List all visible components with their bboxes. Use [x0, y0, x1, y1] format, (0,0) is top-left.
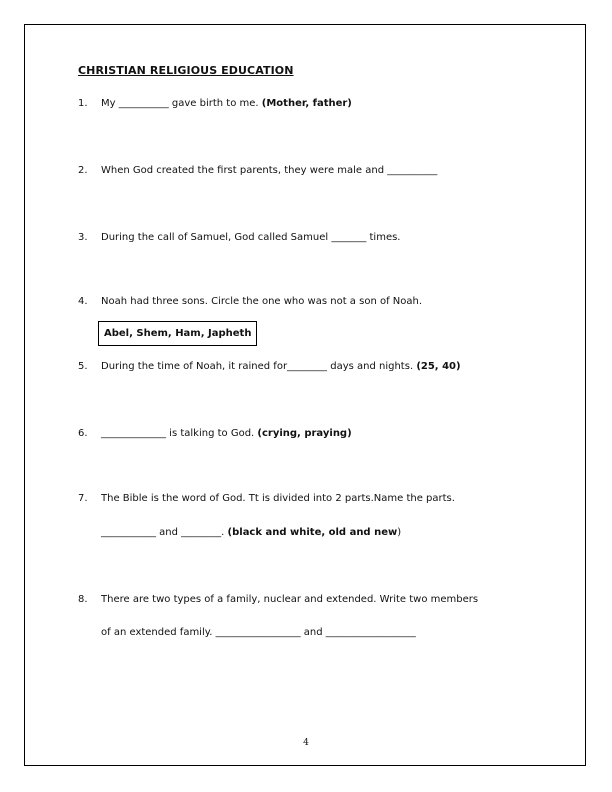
question-text: _____________ is talking to God. (crying, praying): [101, 428, 352, 439]
question-text: of an extended family. _________________ and __________________: [101, 627, 416, 638]
question-number: 8.: [78, 594, 88, 605]
question-number: 5.: [78, 361, 88, 372]
question-text: During the time of Noah, it rained for________ days and nights. (25, 40): [101, 361, 461, 372]
answer-options: (Mother, father): [261, 98, 352, 109]
page-number: 4: [303, 738, 309, 748]
question-text: When God created the first parents, they were male and __________: [101, 165, 438, 176]
question-text: ___________ and ________. (black and white, old and new): [101, 527, 402, 538]
question-text: During the call of Samuel, God called Samuel _______ times.: [101, 232, 401, 243]
answer-options: (25, 40): [416, 361, 461, 372]
answer-options: (black and white, old and new: [227, 527, 398, 538]
page-title: CHRISTIAN RELIGIOUS EDUCATION: [78, 64, 294, 77]
q4-options-box: Abel, Shem, Ham, Japheth: [98, 321, 257, 346]
question-text: My __________ gave birth to me. (Mother, father): [101, 98, 352, 109]
question-text: The Bible is the word of God. Tt is divided into 2 parts.Name the parts.: [101, 493, 455, 504]
question-number: 6.: [78, 428, 88, 439]
question-number: 7.: [78, 493, 88, 504]
question-number: 1.: [78, 98, 88, 109]
answer-options: (crying, praying): [257, 428, 352, 439]
question-number: 3.: [78, 232, 88, 243]
question-text: Noah had three sons. Circle the one who was not a son of Noah.: [101, 296, 423, 307]
page-border: [24, 24, 586, 766]
question-number: 4.: [78, 296, 88, 307]
question-number: 2.: [78, 165, 88, 176]
question-text: There are two types of a family, nuclear and extended. Write two members: [101, 594, 479, 605]
